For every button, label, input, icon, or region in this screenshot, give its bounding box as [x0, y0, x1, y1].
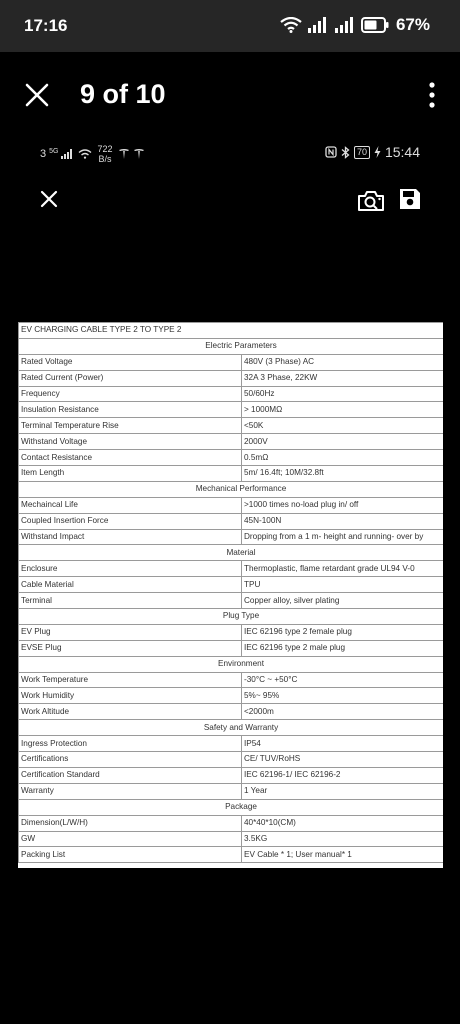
param-value: -30°C ~ +50°C [242, 672, 444, 688]
table-row [19, 418, 444, 434]
section-row [19, 656, 444, 672]
inner-signal-label: 3 [40, 148, 47, 160]
section-title: Safety and Warranty [19, 720, 444, 736]
section-title: Material [19, 545, 444, 561]
section-row [19, 799, 444, 815]
param-label: Certification Standard [19, 767, 242, 783]
table-row [19, 847, 444, 863]
param-value: > 1000MΩ [242, 402, 444, 418]
viewer-toolbar [0, 52, 460, 142]
section-row [19, 609, 444, 625]
network-speed-value: 722 [97, 144, 113, 154]
tesla-icon [118, 148, 130, 160]
inner-wifi-icon [78, 149, 92, 159]
param-value: IEC 62196 type 2 male plug [242, 640, 444, 656]
status-time: 17:16 [24, 16, 68, 35]
table-row [19, 688, 444, 704]
section-title: Electric Parameters [19, 338, 444, 354]
bluetooth-icon [341, 146, 350, 159]
table-row [19, 672, 444, 688]
signal-icon-2 [334, 17, 356, 33]
network-speed-unit: B/s [98, 154, 112, 164]
param-value: 45N-100N [242, 513, 444, 529]
param-value: 480V (3 Phase) AC [242, 354, 444, 370]
param-value: Copper alloy, silver plating [242, 593, 444, 609]
param-label: Terminal [19, 593, 242, 609]
param-label: Enclosure [19, 561, 242, 577]
param-label: Item Length [19, 466, 242, 482]
table-row [19, 704, 444, 720]
status-icons [280, 15, 430, 35]
param-label: Cable Material [19, 577, 242, 593]
param-label: Terminal Temperature Rise [19, 418, 242, 434]
param-value: 50/60Hz [242, 386, 444, 402]
table-row [19, 513, 444, 529]
section-row [19, 720, 444, 736]
table-row [19, 831, 444, 847]
network-speed [97, 144, 112, 164]
close-icon[interactable] [40, 190, 58, 208]
table-row [19, 386, 444, 402]
section-title: Plug Type [19, 609, 444, 625]
screenshot-toolbar [0, 182, 460, 218]
param-label: Work Altitude [19, 704, 242, 720]
param-label: Warranty [19, 783, 242, 799]
section-row [19, 481, 444, 497]
param-value: 2000V [242, 434, 444, 450]
param-value: 3.5KG [242, 831, 444, 847]
table-row [19, 767, 444, 783]
inner-time: 15:44 [384, 144, 420, 160]
charging-icon [374, 146, 381, 158]
param-value: 5m/ 16.4ft; 10M/32.8ft [242, 466, 444, 482]
table-row [19, 640, 444, 656]
param-value: Dropping from a 1 m- height and running- over by [242, 529, 444, 545]
table-row [19, 815, 444, 831]
param-value: 5%~ 95% [242, 688, 444, 704]
spec-table [18, 322, 443, 863]
param-label: Dimension(L/W/H) [19, 815, 242, 831]
param-value: TPU [242, 577, 444, 593]
param-label: Certifications [19, 752, 242, 768]
param-label: GW [19, 831, 242, 847]
param-value: IP54 [242, 736, 444, 752]
param-value: <2000m [242, 704, 444, 720]
table-row [19, 752, 444, 768]
param-label: Rated Current (Power) [19, 370, 242, 386]
param-value: EV Cable * 1; User manual* 1 [242, 847, 444, 863]
param-label: Work Humidity [19, 688, 242, 704]
param-label: EVSE Plug [19, 640, 242, 656]
table-row [19, 577, 444, 593]
more-options-icon[interactable] [428, 82, 436, 108]
table-row [19, 402, 444, 418]
param-label: EV Plug [19, 624, 242, 640]
table-row [19, 529, 444, 545]
param-label: Ingress Protection [19, 736, 242, 752]
table-row [19, 354, 444, 370]
table-row [19, 497, 444, 513]
section-title: Environment [19, 656, 444, 672]
lens-search-icon[interactable] [357, 187, 385, 213]
param-label: Contact Resistance [19, 450, 242, 466]
inner-signal-icon [61, 149, 75, 159]
spec-sheet-image [18, 322, 443, 868]
param-value: IEC 62196 type 2 female plug [242, 624, 444, 640]
param-label: Rated Voltage [19, 354, 242, 370]
param-label: Coupled Insertion Force [19, 513, 242, 529]
table-row [19, 561, 444, 577]
battery-percent: 67% [395, 15, 430, 34]
table-row [19, 434, 444, 450]
param-value: IEC 62196-1/ IEC 62196-2 [242, 767, 444, 783]
param-value: 1 Year [242, 783, 444, 799]
param-label: Frequency [19, 386, 242, 402]
nfc-icon [325, 146, 337, 158]
param-label: Withstand Voltage [19, 434, 242, 450]
table-row [19, 466, 444, 482]
table-row [19, 450, 444, 466]
close-icon[interactable] [24, 82, 50, 108]
table-caption: EV CHARGING CABLE TYPE 2 TO TYPE 2 [19, 323, 444, 339]
table-row [19, 624, 444, 640]
section-title: Mechanical Performance [19, 481, 444, 497]
section-row [19, 545, 444, 561]
param-label: Withstand Impact [19, 529, 242, 545]
param-label: Work Temperature [19, 672, 242, 688]
param-value: CE/ TUV/RoHS [242, 752, 444, 768]
table-row [19, 736, 444, 752]
image-counter: 9 of 10 [80, 79, 166, 109]
signal-icon [307, 17, 329, 33]
tesla-icon-2 [133, 148, 145, 160]
param-value: 0.5mΩ [242, 450, 444, 466]
wifi-icon [280, 17, 302, 33]
param-value: <50K [242, 418, 444, 434]
status-bar [0, 0, 460, 52]
screenshot-status-bar [0, 140, 460, 168]
table-caption-row [19, 323, 444, 339]
table-row [19, 370, 444, 386]
section-row [19, 338, 444, 354]
save-icon[interactable] [398, 187, 422, 211]
inner-battery: 70 [354, 146, 370, 159]
param-value: Thermoplastic, flame retardant grade UL94 V-0 [242, 561, 444, 577]
table-row [19, 593, 444, 609]
battery-icon [361, 17, 389, 33]
table-row [19, 783, 444, 799]
section-title: Package [19, 799, 444, 815]
inner-network-label: 5G [49, 147, 59, 155]
param-value: 32A 3 Phase, 22KW [242, 370, 444, 386]
param-value: 40*40*10(CM) [242, 815, 444, 831]
param-label: Insulation Resistance [19, 402, 242, 418]
param-label: Mechaincal Life [19, 497, 242, 513]
param-label: Packing List [19, 847, 242, 863]
param-value: >1000 times no-load plug in/ off [242, 497, 444, 513]
